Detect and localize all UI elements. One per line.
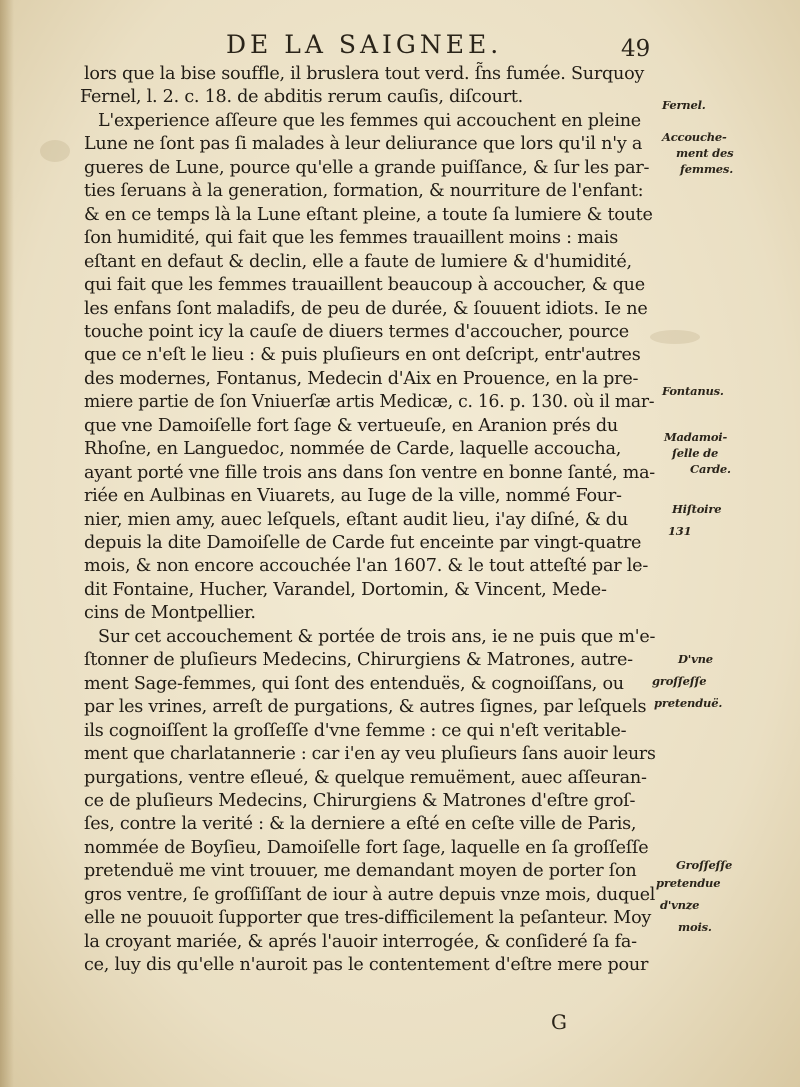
text-line: depuis la dite Damoiſelle de Carde fut enceinte par vingt-quatre xyxy=(84,533,642,553)
text-line: ment Sage-femmes, qui ſont des entenduës, & cognoiſſans, ou xyxy=(84,673,624,694)
text-line: ce de pluſieurs Medecins, Chirurgiens & Matrones d'eſtre groſ- xyxy=(84,790,636,811)
marginal-note: D'vne xyxy=(678,652,713,666)
text-line: la croyant mariée, & aprés l'auoir interrogée, & conſideré ſa fa- xyxy=(84,931,637,952)
text-line: Sur cet accouchement & portée de trois ans, ie ne puis que m'e- xyxy=(98,626,656,647)
text-line: ayant porté vne fille trois ans dans ſon ventre en bonne ſanté, ma- xyxy=(84,462,655,483)
paper-stain xyxy=(40,140,70,162)
text-line: Rhoſne, en Languedoc, nommée de Carde, laquelle accoucha, xyxy=(84,439,622,460)
marginal-note: d'vnze xyxy=(660,898,700,912)
text-line: nommée de Boyſieu, Damoiſelle fort ſage, laquelle en ſa groſſeſſe xyxy=(84,837,649,858)
text-line: lors que la bise souffle, il bruslera tout verd. ſ̃ns fumée. Surquoy xyxy=(84,64,645,84)
marginal-note: Madamoi- xyxy=(664,430,728,444)
marginal-note: ment des xyxy=(676,146,734,160)
marginal-note: Accouche- xyxy=(662,130,727,144)
text-line: mois, & non encore accouchée l'an 1607. & le tout atteſté par le- xyxy=(84,556,649,577)
paper-stain xyxy=(650,330,700,344)
text-line: L'experience aſſeure que les femmes qui accouchent en pleine xyxy=(98,110,641,131)
text-line: les enfans ſont maladifs, de peu de durée, & ſouuent idiots. Ie ne xyxy=(84,298,648,319)
marginal-note: pretenduë. xyxy=(654,696,723,710)
text-line: Lune ne ſont pas ſi malades à leur deliurance que lors qu'il n'y a xyxy=(84,134,643,155)
marginal-note: Fontanus. xyxy=(662,384,724,398)
text-line: ties ſeruans à la generation, formation, & nourriture de l'enfant: xyxy=(84,181,644,202)
text-line: que vne Damoiſelle fort ſage & vertueuſe, en Aranion prés du xyxy=(84,415,618,436)
text-line: Fernel, l. 2. c. 18. de abditis rerum cauſis, diſcourt. xyxy=(80,87,524,108)
text-line: des modernes, Fontanus, Medecin d'Aix en Prouence, en la pre- xyxy=(84,368,639,389)
text-line: que ce n'eſt le lieu : & puis pluſieurs en ont deſcript, entr'autres xyxy=(84,345,641,366)
text-line: ce, luy dis qu'elle n'auroit pas le contentement d'eſtre mere pour xyxy=(84,955,649,976)
text-line: ment que charlatannerie : car i'en ay veu pluſieurs ſans auoir leurs xyxy=(84,744,656,765)
marginal-note: mois. xyxy=(678,920,712,934)
text-line: miere partie de ſon Vniuerſæ artis Medicæ, c. 16. p. 130. où il mar- xyxy=(84,392,655,413)
text-line: riée en Aulbinas en Viuarets, au Iuge de la ville, nommé Four- xyxy=(84,486,622,507)
signature-mark: G xyxy=(551,1010,567,1034)
marginal-note: 131 xyxy=(668,524,692,538)
marginal-note: Fernel. xyxy=(662,98,706,112)
text-line: touche point icy la cauſe de diuers termes d'accoucher, pource xyxy=(84,321,629,342)
page-gutter-shadow xyxy=(0,0,14,1087)
text-line: qui fait que les femmes trauaillent beaucoup à accoucher, & que xyxy=(84,275,645,296)
text-line: & en ce temps là la Lune eſtant pleine, a toute ſa lumiere & toute xyxy=(84,204,653,225)
text-line: gueres de Lune, pource qu'elle a grande puiſſance, & ſur les par- xyxy=(84,157,650,178)
text-line: pretenduë me vint trouuer, me demandant moyen de porter ſon xyxy=(84,861,637,882)
text-line: eſtant en defaut & declin, elle a faute de lumiere & d'humidité, xyxy=(84,251,632,272)
running-head: DE LA SAIGNEE. xyxy=(226,30,503,59)
marginal-note: Carde. xyxy=(690,462,731,476)
text-line: purgations, ventre eſleué, & quelque remuëment, auec aſſeuran- xyxy=(84,767,647,788)
text-line: dit Fontaine, Hucher, Varandel, Dortomin, & Vincent, Mede- xyxy=(84,579,607,600)
text-line: gros ventre, ſe groſſiſſant de iour à autre depuis vnze mois, duquel xyxy=(84,884,656,905)
text-line: cins de Montpellier. xyxy=(84,603,256,624)
text-line: ſon humidité, qui fait que les femmes trauaillent moins : mais xyxy=(84,228,619,249)
marginal-note: Hiſtoire xyxy=(672,502,722,516)
marginal-note: groſſeſſe xyxy=(652,674,707,688)
marginal-note: femmes. xyxy=(680,162,733,176)
text-line: elle ne pouuoit ſupporter que tres-difficilement la peſanteur. Moy xyxy=(84,908,652,929)
text-line: ſes, contre la verité : & la derniere a eſté en ceſte ville de Paris, xyxy=(84,814,637,835)
marginal-note: pretendue xyxy=(656,876,721,890)
text-line: ſtonner de pluſieurs Medecins, Chirurgiens & Matrones, autre- xyxy=(84,650,633,671)
marginal-note: Groſſeſſe xyxy=(676,858,733,872)
text-line: ils cognoiſſent la groſſeſſe d'vne femme : ce qui n'eſt veritable- xyxy=(84,720,627,741)
page-number: 49 xyxy=(621,36,651,62)
marginal-note: ſelle de xyxy=(672,446,719,460)
text-line: nier, mien amy, auec leſquels, eſtant audit lieu, i'ay diſné, & du xyxy=(84,509,628,530)
text-line: par les vrines, arreſt de purgations, & autres ſignes, par leſquels xyxy=(84,697,647,718)
